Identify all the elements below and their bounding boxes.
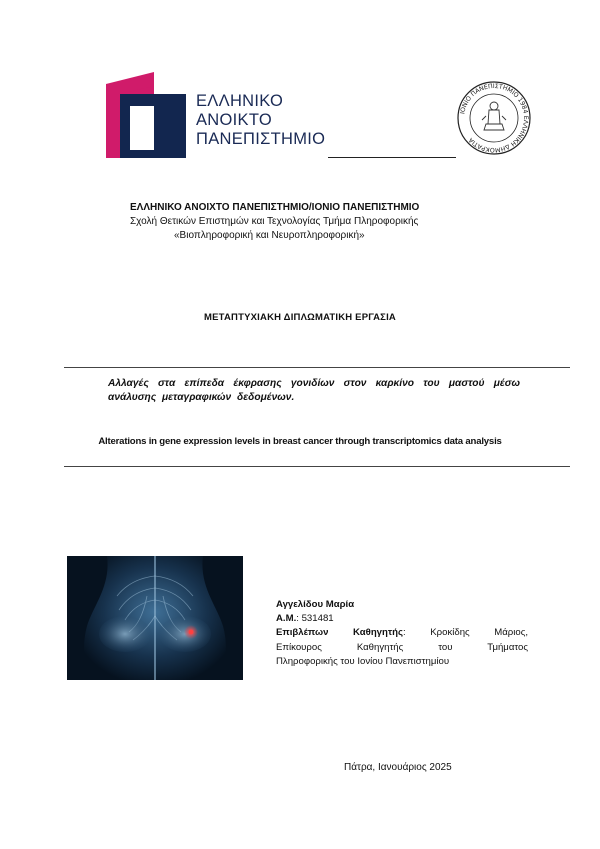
ionian-university-seal <box>456 80 532 156</box>
divider-top <box>64 367 570 368</box>
logo-line-3: ΠΑΝΕΠΙΣΤΗΜΙΟ <box>196 130 326 148</box>
cover-illustration <box>67 556 243 680</box>
student-id-line <box>276 612 528 626</box>
logo-underline <box>328 157 456 158</box>
supervisor-line-2: Επίκουρος Καθηγητής του Τμήματος <box>276 641 528 653</box>
university-name: ΕΛΛΗΝΙΚΟ ΑΝΟΙΧΤΟ ΠΑΝΕΠΙΣΤΗΜΙΟ/ΙΟΝΙΟ ΠΑΝΕΠΙΣΤΗΜΙΟ <box>130 202 420 213</box>
institution-header <box>130 201 510 243</box>
supervisor-name: : Κροκίδης Μάριος, <box>403 627 529 639</box>
hou-logo-mark <box>106 72 186 158</box>
author-info <box>276 598 528 669</box>
logo-line-1: ΕΛΛΗΝΙΚΟ <box>196 92 284 110</box>
school-name: Σχολή Θετικών Επιστημών και Τεχνολογίας Τμήμα Πληροφορικής <box>130 216 419 227</box>
title-english: Alterations in gene expression levels in breast cancer through transcriptomics data analysis <box>98 436 502 447</box>
title-greek: Αλλαγές στα επίπεδα έκφρασης γονιδίων στον καρκίνο του μαστού μέσω ανάλυσης μεταγραφικών δεδομένων. <box>108 378 520 403</box>
program-name: «Βιοπληροφορική και Νευροπληροφορική» <box>174 230 365 241</box>
divider-bottom <box>64 466 570 467</box>
supervisor-line-3: Πληροφορικής του Ιονίου Πανεπιστημίου <box>276 655 450 667</box>
place-date: Πάτρα, Ιανουάριος 2025 <box>344 762 452 773</box>
thesis-type: ΜΕΤΑΠΤΥΧΙΑΚΗ ΔΙΠΛΩΜΑΤΙΚΗ ΕΡΓΑΣΙΑ <box>204 312 396 323</box>
xray-torso-image <box>67 556 243 680</box>
supervisor-label: Επιβλέπων Καθηγητής <box>276 627 404 639</box>
logo-line-2: ΑΝΟΙΚΤΟ <box>196 111 273 129</box>
svg-text:ΙΟΝΙΟ ΠΑΝΕΠΙΣΤΗΜΙΟ 1984 ΕΛΛΗΝΙ: ΙΟΝΙΟ ΠΑΝΕΠΙΣΤΗΜΙΟ 1984 ΕΛΛΗΝΙΚΗ ΔΗΜΟΚΡΑΤΙΑ <box>459 82 530 154</box>
am-value: : 531481 <box>296 613 334 625</box>
hou-logo-text <box>196 92 325 149</box>
am-label: Α.Μ. <box>276 613 297 625</box>
author-name: Αγγελίδου Μαρία <box>276 599 355 610</box>
supervisor-line-1 <box>276 626 528 640</box>
